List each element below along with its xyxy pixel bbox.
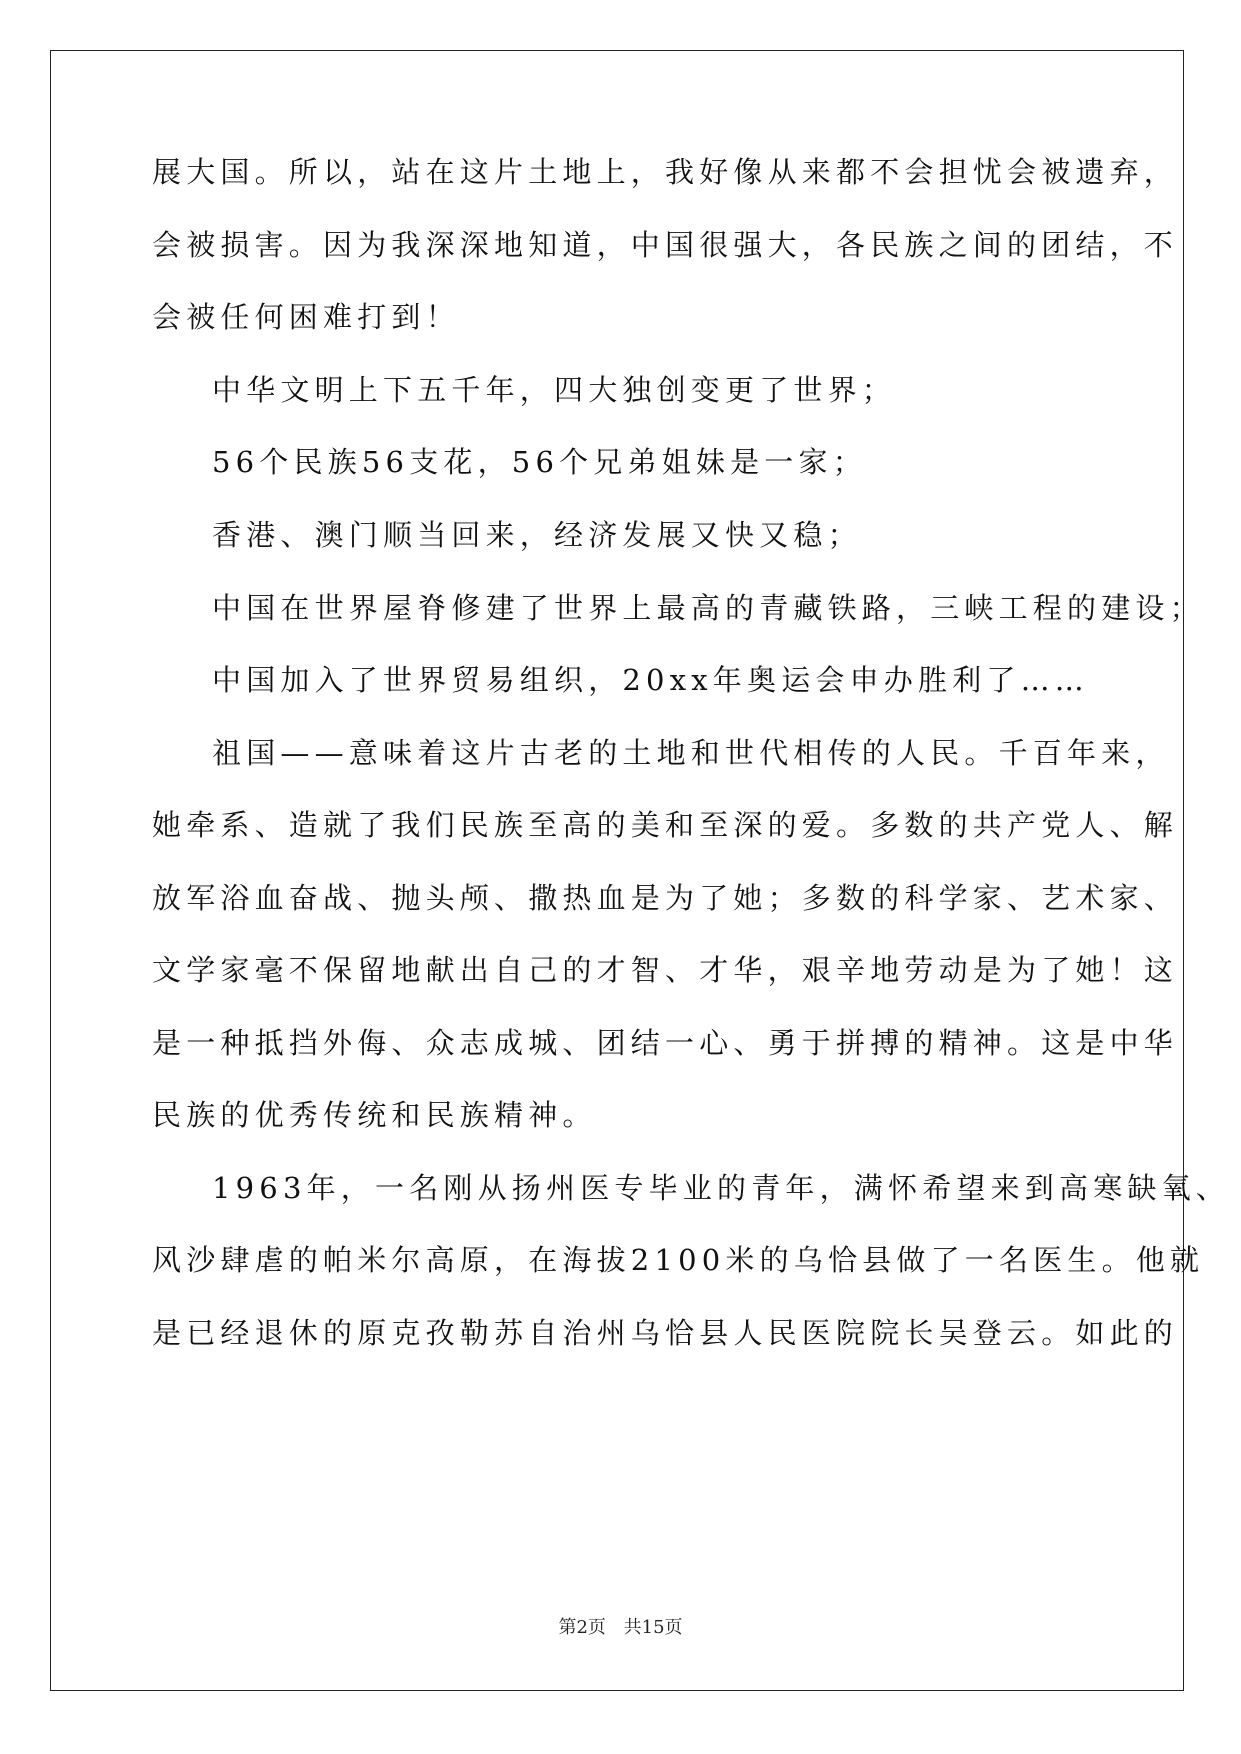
text-line: 56个民族56支花，56个兄弟姐妹是一家； [212, 445, 867, 479]
text-line: 会被任何困难打到！ [152, 300, 460, 334]
text-line: 会被损害。因为我深深地知道，中国很强大，各民族之间的团结，不 [152, 228, 1179, 262]
text-line: 祖国——意味着这片古老的土地和世代相传的人民。千百年来， [212, 736, 1170, 770]
text-line: 放军浴血奋战、抛头颅、撒热血是为了她；多数的科学家、艺术家、 [152, 881, 1179, 915]
text-line: 中国加入了世界贸易组织，20xx年奥运会申办胜利了…… [212, 663, 1090, 697]
text-line: 她牵系、造就了我们民族至高的美和至深的爱。多数的共产党人、解 [152, 808, 1179, 842]
text-line: 中华文明上下五千年，四大独创变更了世界； [212, 373, 897, 407]
text-line: 风沙肆虐的帕米尔高原，在海拔2100米的乌恰县做了一名医生。他就 [152, 1243, 1205, 1277]
text-line: 民族的优秀传统和民族精神。 [152, 1098, 597, 1132]
page-footer [0, 1613, 1241, 1639]
page-total: 共15页 [623, 1617, 683, 1638]
text-line: 是已经退休的原克孜勒苏自治州乌恰县人民医院院长吴登云。如此的 [152, 1316, 1179, 1350]
page-number: 第2页 [558, 1617, 606, 1638]
text-line: 香港、澳门顺当回来，经济发展又快又稳； [212, 518, 862, 552]
text-line: 文学家毫不保留地献出自己的才智、才华，艰辛地劳动是为了她！这 [152, 953, 1179, 987]
text-line: 展大国。所以，站在这片土地上，我好像从来都不会担忧会被遗弃， [152, 155, 1179, 189]
text-line: 中国在世界屋脊修建了世界上最高的青藏铁路，三峡工程的建设； [212, 591, 1204, 625]
text-line: 1963年，一名刚从扬州医专毕业的青年，满怀希望来到高寒缺氧、 [212, 1171, 1231, 1205]
text-line: 是一种抵挡外侮、众志成城、团结一心、勇于拼搏的精神。这是中华 [152, 1026, 1179, 1060]
